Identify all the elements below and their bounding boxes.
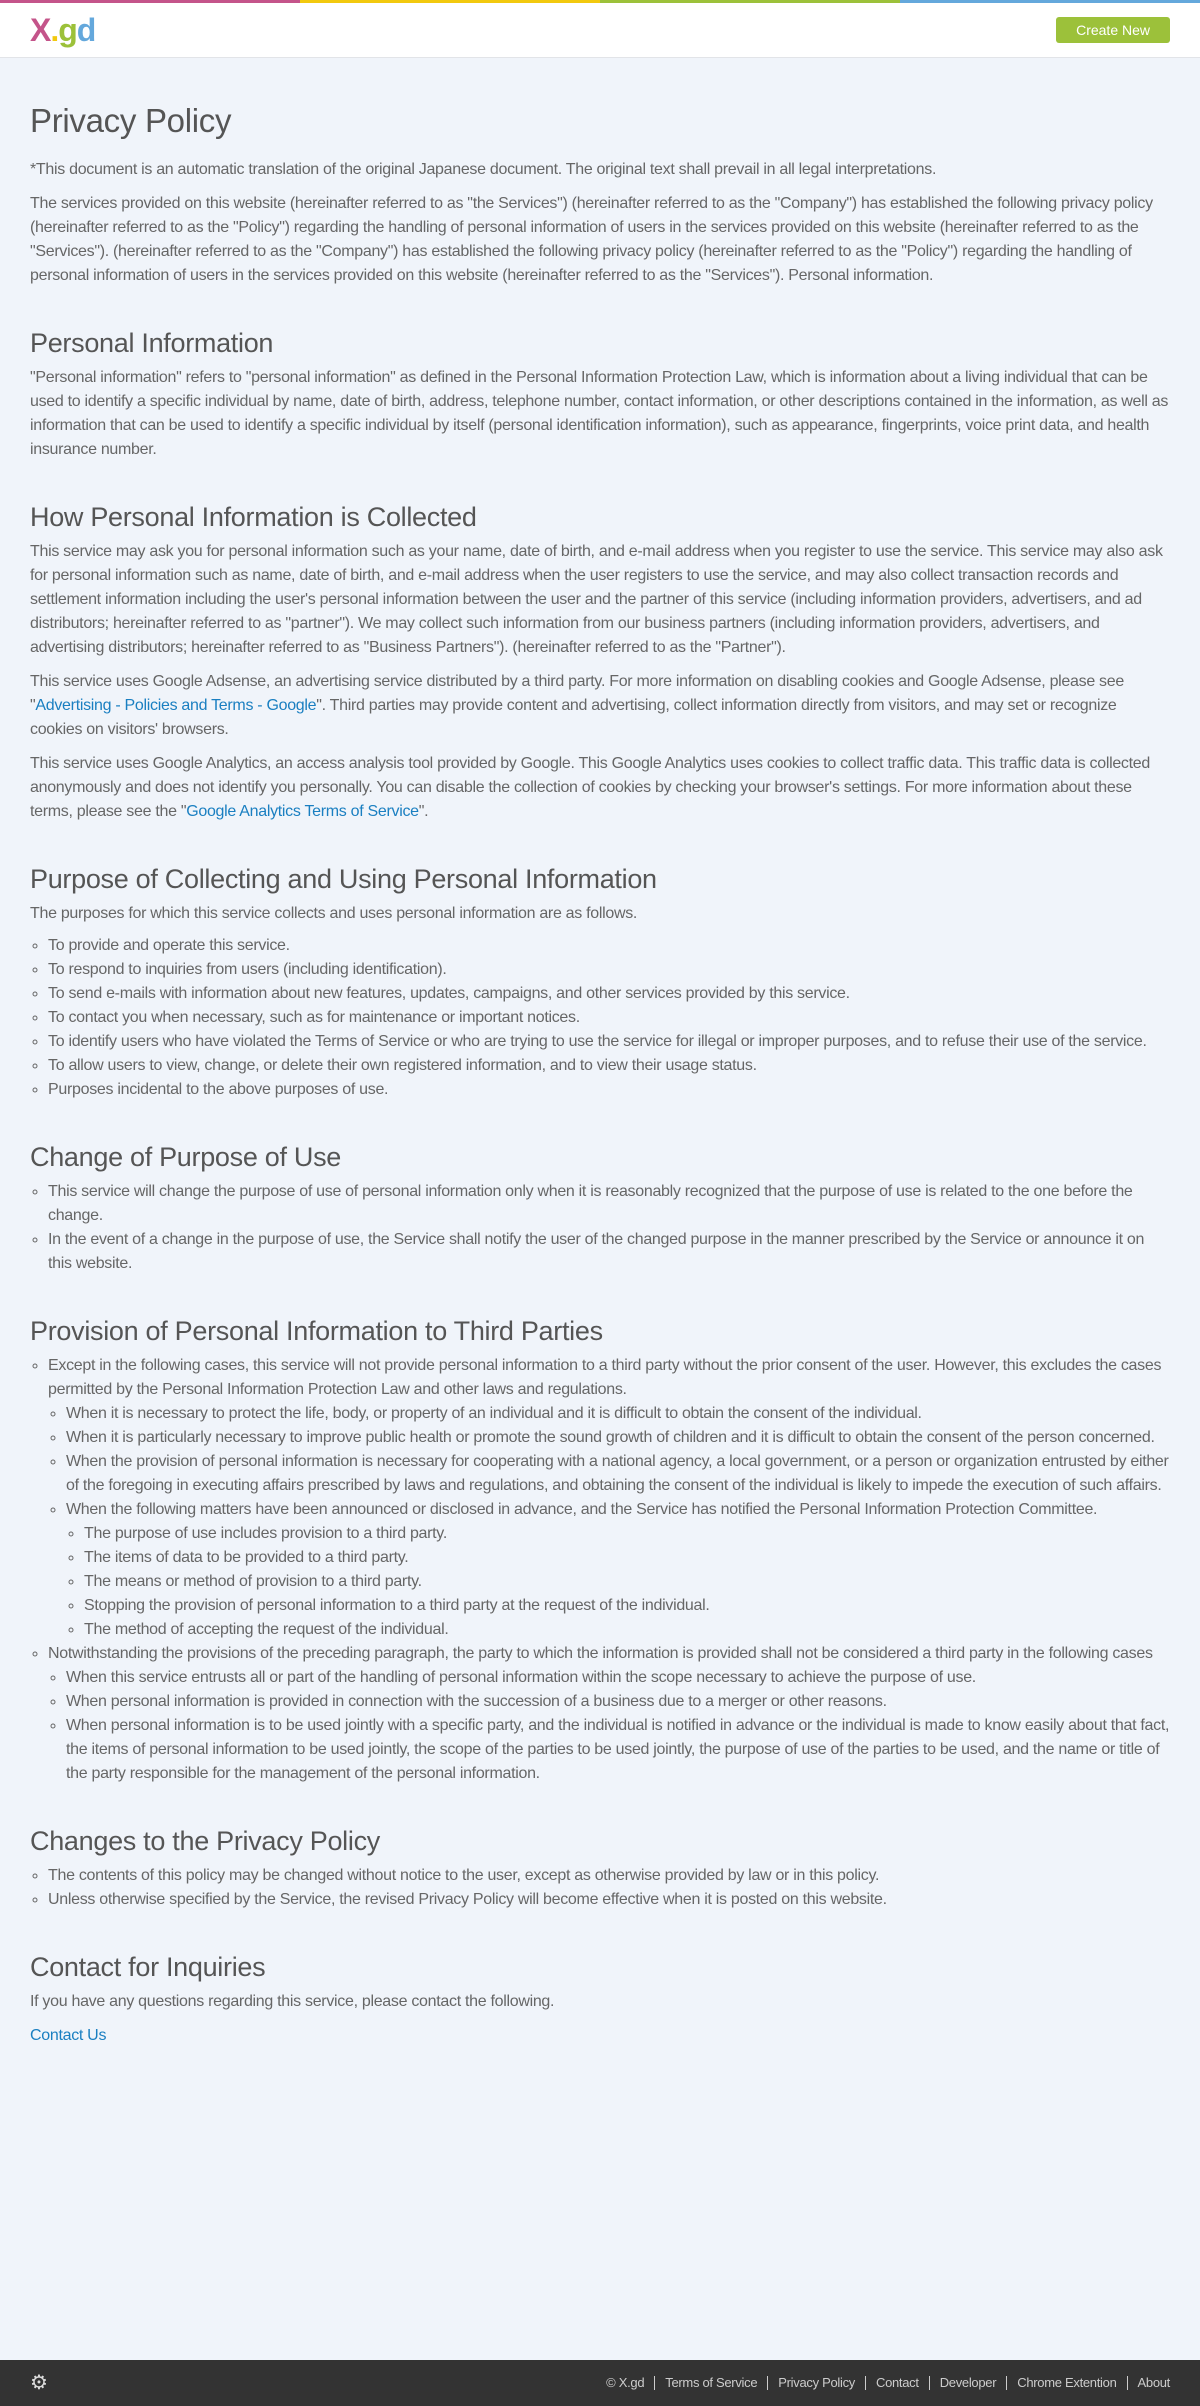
copyright: © X.gd [606, 2375, 645, 2390]
logo[interactable] [30, 12, 96, 48]
list-item: ◦ To contact you when necessary, such as for maintenance or important notices. [48, 1006, 1170, 1030]
adsense-policy-link[interactable]: Advertising - Policies and Terms - Google [35, 697, 317, 714]
settings-gear-icon[interactable]: ⚙ [30, 2372, 48, 2394]
text: This service uses Google Analytics, an access analysis tool provided by Google. This Google Analytics uses cookies to collect traffic data. This traffic data is collected anonymously and does not identify you personally. You can disable the collection of cookies by checking your browser's settings. For more information about these terms, please see the " [30, 755, 1150, 820]
logo-d: d [76, 12, 96, 48]
text: Except in the following cases, this service will not provide personal information to a third party without the prior consent of the user. However, this excludes the cases permitted by the Personal Information Protection Law and other laws and regulations. [48, 1357, 1162, 1398]
list-item: ◦ Stopping the provision of personal information to a third party at the request of the individual. [84, 1594, 1170, 1618]
list-item: ◦ To provide and operate this service. [48, 934, 1170, 958]
logo-dot: . [50, 12, 59, 48]
header [0, 3, 1200, 58]
list-item: ◦ To identify users who have violated the Terms of Service or who are trying to use the service for illegal or improper purposes, and to refuse their use of the service. [48, 1030, 1170, 1054]
footer-link-contact[interactable]: Contact [865, 2376, 929, 2390]
paragraph: "Personal information" refers to "personal information" as defined in the Personal Information Protection Law, which is information about a living individual that can be used to identify a specific individual by name, date of birth, address, telephone number, contact information, or other descriptions contained in the information, as well as information that can be used to identify a specific individual by itself (personal identification information), such as appearance, fingerprints, voice print data, and health insurance number. [30, 369, 1169, 458]
list-item: ◦ The means or method of provision to a third party. [84, 1570, 1170, 1594]
paragraph: This service may ask you for personal information such as your name, date of birth, and e-mail address when you register to use the service. This service may also ask for personal information such as name, date of birth, and e-mail address when the user registers to use the service, and may also collect transaction records and settlement information including the user's personal information between the user and the partner of this service (including information providers, advertisers, and ad distributors; hereinafter referred to as "partner"). We may collect such information from our business partners (including information providers, advertisers, and advertising distributors; hereinafter referred to as "Business Partners"). (hereinafter referred to as the "Partner"). [30, 543, 1163, 656]
footer-link-terms[interactable]: Terms of Service [654, 2376, 767, 2390]
section-title: Contact for Inquiries [30, 1952, 266, 1982]
list-item: ◦ The method of accepting the request of the individual. [84, 1618, 1170, 1642]
policy-change-list [30, 1864, 1170, 1912]
change-list [30, 1180, 1170, 1276]
contact-us-link[interactable]: Contact Us [30, 2027, 107, 2044]
footer-link-about[interactable]: About [1127, 2376, 1170, 2390]
list-item: ◦ To respond to inquiries from users (including identification). [48, 958, 1170, 982]
list-item: ◦ When this service entrusts all or part of the handling of personal information within the scope necessary to achieve the purpose of use. [66, 1666, 1170, 1690]
list-item: ◦ Purposes incidental to the above purposes of use. [48, 1078, 1170, 1102]
list-item: ◦ In the event of a change in the purpose of use, the Service shall notify the user of the changed purpose in the manner prescribed by the Service or announce it on this website. [48, 1228, 1170, 1276]
section-title: Change of Purpose of Use [30, 1142, 341, 1172]
list-item [66, 1498, 1170, 1642]
third-party-list [30, 1354, 1170, 1786]
paragraph: If you have any questions regarding this service, please contact the following. [30, 1993, 555, 2010]
page-title: Privacy Policy [30, 102, 232, 139]
list-item [48, 1354, 1170, 1642]
footer-link-developer[interactable]: Developer [929, 2376, 1007, 2390]
text: When the following matters have been announced or disclosed in advance, and the Service has notified the Personal Information Protection Committee. [66, 1501, 1098, 1518]
create-new-button[interactable]: Create New [1056, 17, 1170, 43]
footer-nav [596, 2376, 1170, 2390]
paragraph [30, 670, 1170, 742]
section-title: Provision of Personal Information to Third Parties [30, 1316, 603, 1346]
list-item: ◦ The items of data to be provided to a third party. [84, 1546, 1170, 1570]
section-title: How Personal Information is Collected [30, 502, 477, 532]
analytics-terms-link[interactable]: Google Analytics Terms of Service [186, 803, 419, 820]
text: Notwithstanding the provisions of the preceding paragraph, the party to which the information is provided shall not be considered a third party in the following cases [48, 1645, 1153, 1662]
list-item: ◦ Unless otherwise specified by the Service, the revised Privacy Policy will become effective when it is posted on this website. [48, 1888, 1170, 1912]
list-item: ◦ When it is particularly necessary to improve public health or promote the sound growth of children and it is difficult to obtain the consent of the person concerned. [66, 1426, 1170, 1450]
list-item [48, 1642, 1170, 1786]
footer-link-chrome-extension[interactable]: Chrome Extention [1006, 2376, 1126, 2390]
content [0, 58, 1200, 2360]
intro-text: The services provided on this website (hereinafter referred to as "the Services") (hereinafter referred to as the "Company") has established the following privacy policy (hereinafter referred to as the "Policy") regarding the handling of personal information of users in the services provided on this website (hereinafter referred to as the "Services"). (hereinafter referred to as the "Company") has established the following privacy policy (hereinafter referred to as the "Policy") regarding the handling of personal information of users in the services provided on this website (hereinafter referred to as the "Services"). Personal information. [30, 195, 1153, 284]
list-item: ◦ The contents of this policy may be changed without notice to the user, except as otherwise provided by law or in this policy. [48, 1864, 1170, 1888]
paragraph: The purposes for which this service collects and uses personal information are as follows. [30, 905, 638, 922]
list-item: ◦ When it is necessary to protect the life, body, or property of an individual and it is difficult to obtain the consent of the individual. [66, 1402, 1170, 1426]
list-item: ◦ When the provision of personal information is necessary for cooperating with a national agency, a local government, or a person or organization entrusted by either of the foregoing in executing affairs prescribed by laws and regulations, and obtaining the consent of the individual is likely to impede the execution of such affairs. [66, 1450, 1170, 1498]
logo-x: X [30, 12, 51, 48]
section-title: Personal Information [30, 328, 274, 358]
paragraph [30, 752, 1170, 824]
footer [0, 2360, 1200, 2406]
list-item: ◦ To send e-mails with information about new features, updates, campaigns, and other services provided by this service. [48, 982, 1170, 1006]
list-item: ◦ The purpose of use includes provision to a third party. [84, 1522, 1170, 1546]
color-bar [0, 0, 1200, 3]
section-title: Changes to the Privacy Policy [30, 1826, 380, 1856]
list-item: ◦ When personal information is provided in connection with the succession of a business due to a merger or other reasons. [66, 1690, 1170, 1714]
text: ". [418, 803, 429, 820]
footer-link-privacy[interactable]: Privacy Policy [767, 2376, 865, 2390]
purpose-list [30, 934, 1170, 1102]
list-item: ◦ This service will change the purpose of use of personal information only when it is reasonably recognized that the purpose of use is related to the one before the change. [48, 1180, 1170, 1228]
text: ". Third parties may provide content and advertising, collect information directly from visitors, and may set or recognize cookies on visitors' browsers. [30, 697, 1117, 738]
list-item: ◦ To allow users to view, change, or delete their own registered information, and to view their usage status. [48, 1054, 1170, 1078]
intro-note: *This document is an automatic translation of the original Japanese document. The original text shall prevail in all legal interpretations. [30, 161, 937, 178]
text: This service uses Google Adsense, an advertising service distributed by a third party. For more information on disabling cookies and Google Adsense, please see " [30, 673, 1124, 714]
list-item: ◦ When personal information is to be used jointly with a specific party, and the individual is notified in advance or the individual is made to know easily about that fact, the items of personal information to be used jointly, the scope of the parties to be used jointly, the purpose of use of the parties to be used, and the name or title of the party responsible for the management of the personal information. [66, 1714, 1170, 1786]
section-title: Purpose of Collecting and Using Personal Information [30, 864, 657, 894]
logo-g: g [58, 12, 77, 48]
